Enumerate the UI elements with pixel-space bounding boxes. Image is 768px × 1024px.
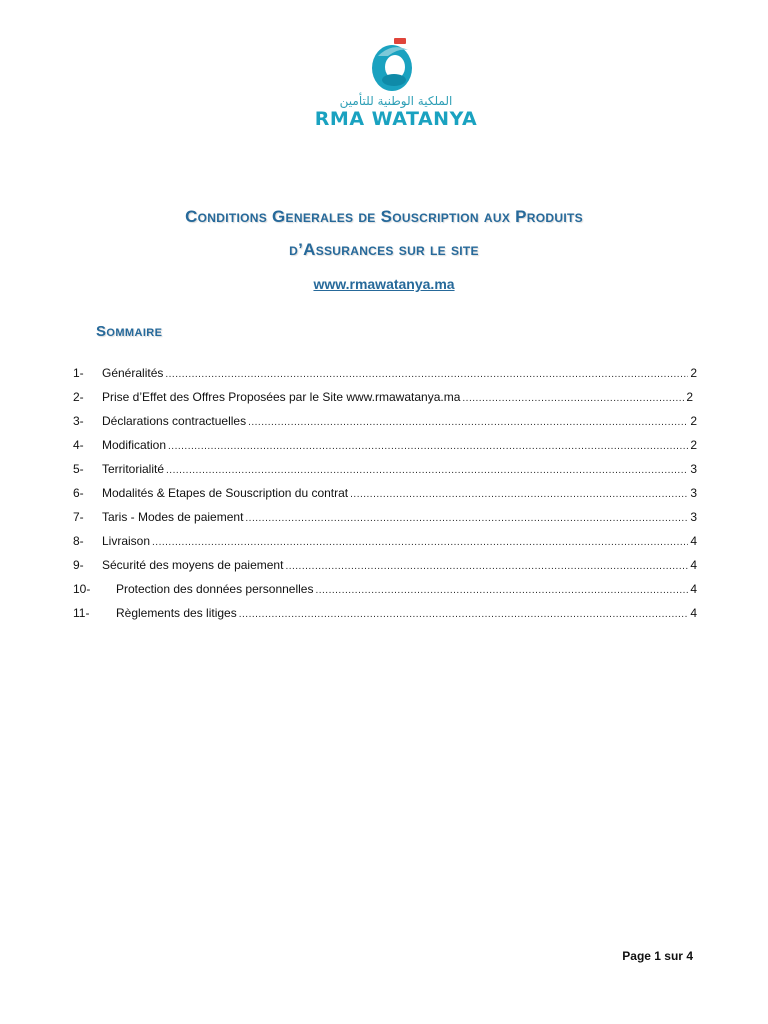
toc-entry-label: Généralités: [102, 366, 164, 380]
toc-entry-page: 3: [690, 462, 697, 476]
toc-entry-page: 3: [690, 510, 697, 524]
toc-entry-7[interactable]: [73, 510, 697, 534]
toc-entry-page: 2: [690, 438, 697, 452]
toc-dot-leader: [168, 440, 688, 454]
toc-entry-page: 2: [686, 390, 693, 404]
toc-entry-3[interactable]: [73, 414, 697, 438]
toc-entry-number: 10-: [73, 582, 91, 596]
toc-entry-page: 4: [690, 534, 697, 548]
toc-dot-leader: [248, 416, 688, 430]
toc-entry-page: 4: [690, 558, 697, 572]
toc-entry-number: 1-: [73, 366, 84, 380]
toc-entry-5[interactable]: [73, 462, 697, 486]
toc-entry-4[interactable]: [73, 438, 697, 462]
toc-dot-leader: [245, 512, 688, 526]
table-of-contents: [73, 366, 697, 630]
toc-entry-number: 11-: [73, 606, 90, 620]
toc-entry-label: Prise d’Effet des Offres Proposées par le Site www.rmawatanya.ma: [102, 390, 461, 404]
toc-dot-leader: [239, 608, 689, 622]
document-title-line-2: d’Assurances sur le site: [289, 240, 479, 259]
toc-dot-leader: [285, 560, 688, 574]
toc-dot-leader: [165, 368, 688, 382]
toc-entry-number: 9-: [73, 558, 84, 572]
toc-entry-page: 2: [690, 414, 697, 428]
toc-entry-label: Modification: [102, 438, 167, 452]
toc-entry-label: Taris - Modes de paiement: [102, 510, 244, 524]
toc-dot-leader: [315, 584, 688, 598]
toc-entry-label: Règlements des litiges: [116, 606, 237, 620]
toc-entry-label: Modalités & Etapes de Souscription du contrat: [102, 486, 349, 500]
toc-entry-label: Territorialité: [102, 462, 165, 476]
toc-entry-label: Livraison: [102, 534, 151, 548]
document-title-line-1: Conditions Generales de Souscription aux Produits: [185, 207, 583, 226]
toc-dot-leader: [350, 488, 688, 502]
logo-arabic-text: الملكية الوطنية للتأمين: [339, 94, 453, 108]
toc-entry-page: 3: [690, 486, 697, 500]
toc-entry-9[interactable]: [73, 558, 697, 582]
toc-heading: Sommaire: [96, 323, 163, 340]
toc-dot-leader: [166, 464, 688, 478]
toc-entry-number: 4-: [73, 438, 84, 452]
toc-dot-leader: [462, 392, 684, 406]
toc-dot-leader: [152, 536, 688, 550]
rma-watanya-logo-icon: [364, 36, 428, 94]
toc-entry-number: 2-: [73, 390, 84, 404]
toc-entry-number: 6-: [73, 486, 84, 500]
toc-entry-6[interactable]: [73, 486, 697, 510]
toc-entry-number: 5-: [73, 462, 84, 476]
toc-entry-page: 2: [690, 366, 697, 380]
toc-entry-1[interactable]: [73, 366, 697, 390]
page-number-footer: Page 1 sur 4: [622, 949, 693, 963]
logo-latin-text: RMA WATANYA: [314, 108, 478, 130]
toc-entry-number: 3-: [73, 414, 84, 428]
toc-entry-label: Déclarations contractuelles: [102, 414, 247, 428]
toc-entry-label: Protection des données personnelles: [116, 582, 314, 596]
toc-entry-number: 8-: [73, 534, 84, 548]
toc-entry-page: 4: [690, 606, 697, 620]
toc-entry-10[interactable]: [73, 582, 697, 606]
toc-entry-11[interactable]: [73, 606, 697, 630]
toc-entry-page: 4: [690, 582, 697, 596]
toc-entry-number: 7-: [73, 510, 84, 524]
site-url-link[interactable]: www.rmawatanya.ma: [313, 276, 455, 292]
toc-entry-2[interactable]: [73, 390, 697, 414]
toc-entry-8[interactable]: [73, 534, 697, 558]
toc-entry-label: Sécurité des moyens de paiement: [102, 558, 284, 572]
company-logo: [314, 36, 478, 130]
